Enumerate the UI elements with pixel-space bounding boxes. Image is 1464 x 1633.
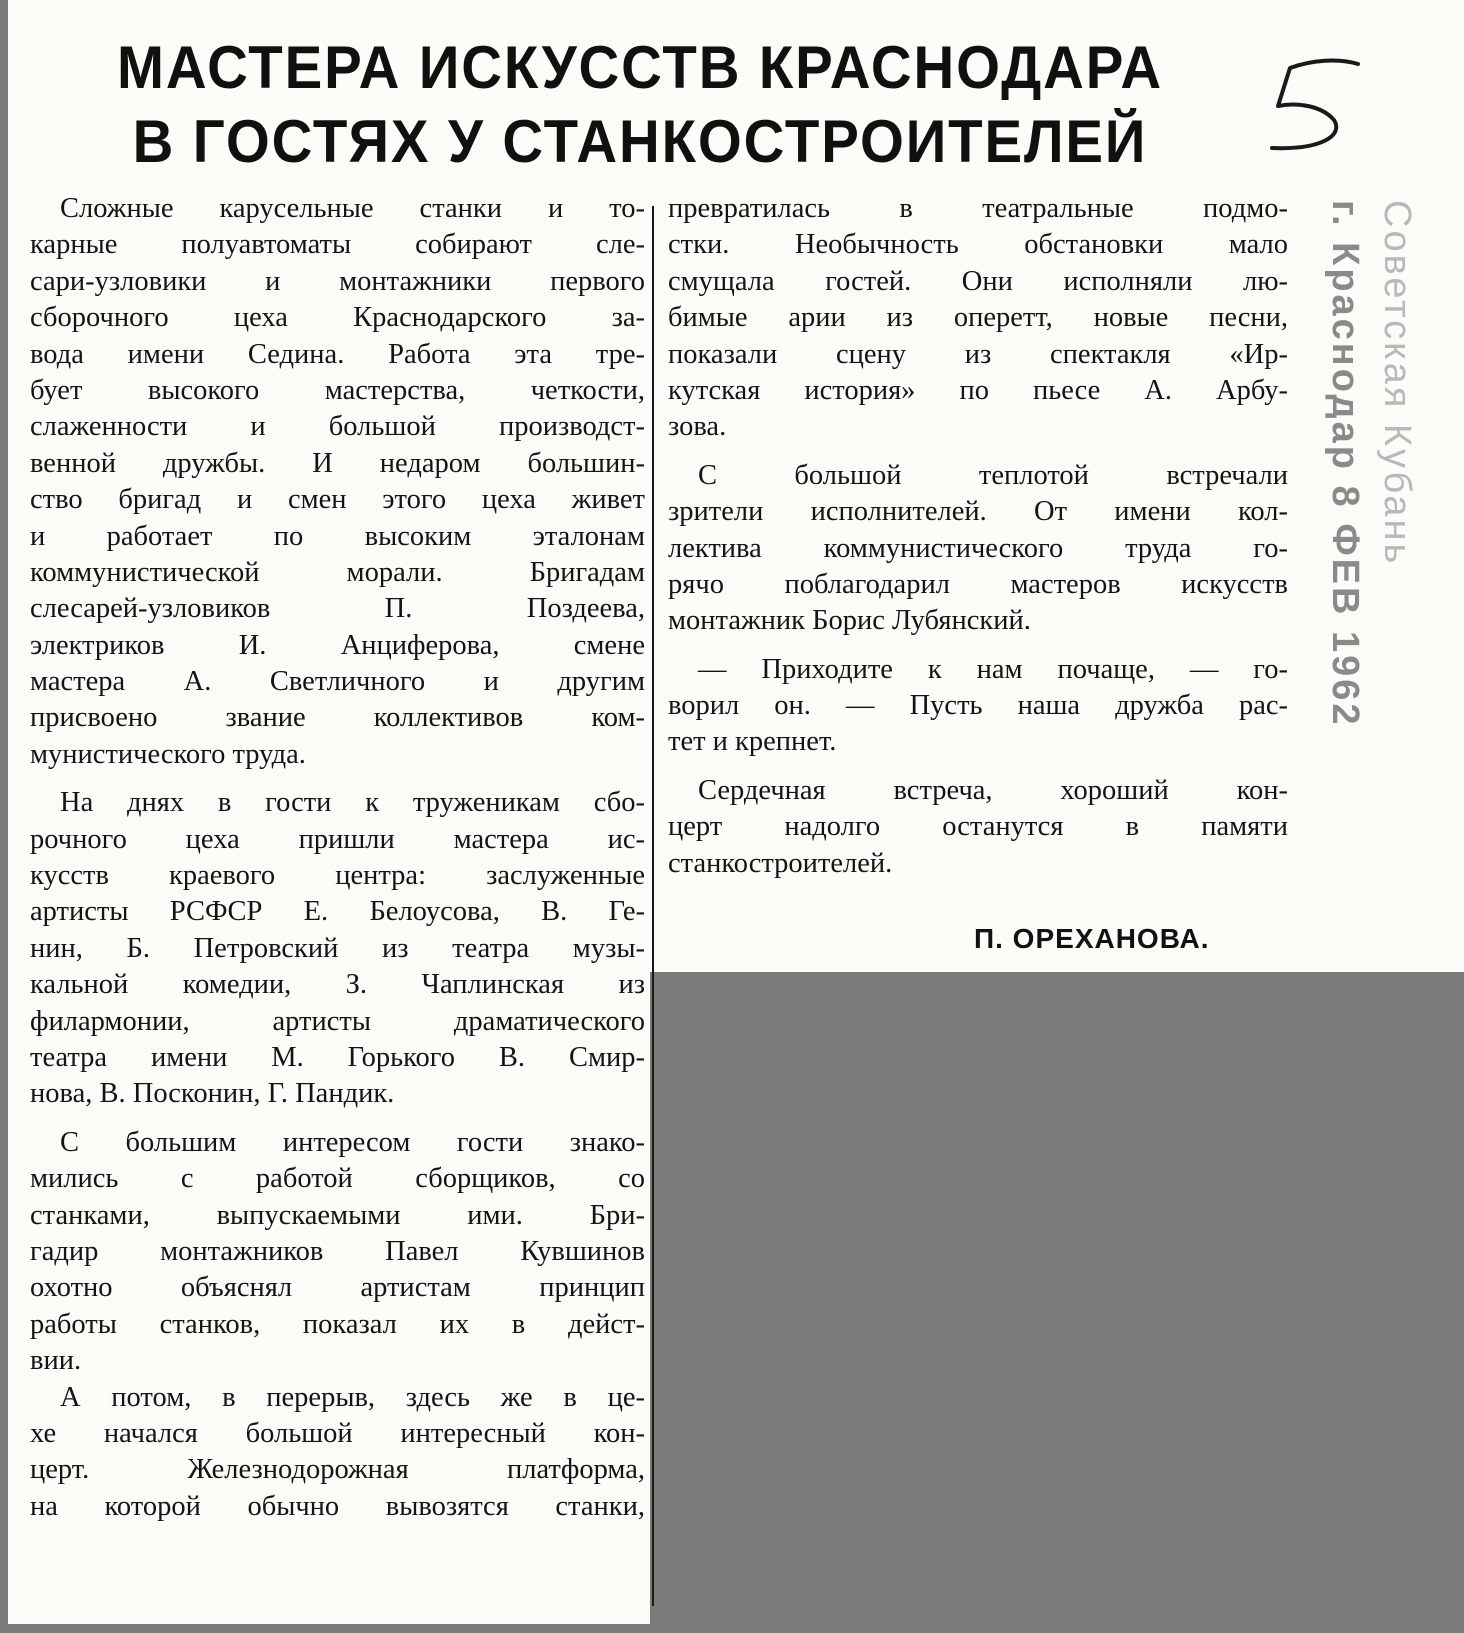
text-line: Сложные карусельные станки и то-: [60, 193, 645, 224]
paragraph-gap: [30, 1113, 645, 1125]
column-divider: [652, 206, 654, 1606]
text-line: стки. Необычность обстановки мало: [668, 229, 1288, 261]
text-line: карные полуавтоматы собирают сле-: [30, 229, 645, 261]
text-line: и работает по высоким эталонам: [30, 520, 645, 552]
text-line: сборочного цеха Краснодарского за-: [30, 302, 645, 334]
text-line: А потом, в перерыв, здесь же в це-: [60, 1381, 645, 1413]
author-signature: П. ОРЕХАНОВА.: [974, 923, 1210, 954]
paragraph-gap: [668, 761, 1288, 773]
text-line: вода имени Седина. Работа эта тре-: [30, 338, 645, 370]
text-line: монтажник Борис Лубянский.: [668, 605, 1031, 637]
text-line: нова, В. Посконин, Г. Пандик.: [30, 1078, 395, 1110]
text-line: — Приходите к нам почаще, — го-: [698, 653, 1288, 685]
text-line: зрители исполнителей. От имени кол-: [668, 496, 1288, 528]
text-line: лектива коммунистического труда го-: [668, 532, 1288, 564]
headline-line-1: МАСТЕРА ИСКУССТВ КРАСНОДАРА: [117, 34, 1163, 101]
text-line: С большой теплотой встречали: [698, 459, 1288, 491]
text-line: станкостроителей.: [668, 847, 893, 879]
paragraph-gap: [668, 640, 1288, 652]
stamp-city-date: г. Краснодар 8 ФЕВ 1962: [1324, 200, 1366, 728]
handwritten-page-number: [1250, 50, 1370, 160]
text-line: мились с работой сборщиков, со: [30, 1163, 645, 1195]
text-line: станками, выпускаемыми ими. Бри-: [30, 1199, 645, 1231]
text-line: На днях в гости к труженикам сбо-: [60, 787, 645, 819]
text-line: слесарей-узловиков П. Поздеева,: [30, 593, 645, 625]
text-line: охотно объяснял артистам принцип: [30, 1272, 645, 1304]
text-line: театра имени М. Горького В. Смир-: [30, 1041, 645, 1073]
text-line: венной дружбы. И недаром большин-: [30, 447, 645, 479]
text-line: артисты РСФСР Е. Белоусова, В. Ге-: [30, 896, 645, 928]
text-line: показали сцену из спектакля «Ир-: [668, 338, 1288, 370]
text-line: рячо поблагодарил мастеров искусств: [668, 568, 1288, 600]
text-line: на которой обычно вывозятся станки,: [30, 1490, 645, 1522]
text-line: кальной комедии, З. Чаплинская из: [30, 969, 645, 1001]
text-line: слаженности и большой производст-: [30, 411, 645, 443]
text-line: С большим интересом гости знако-: [60, 1126, 645, 1158]
text-line: бимые арии из оперетт, новые песни,: [668, 302, 1288, 334]
paragraph-gap: [668, 446, 1288, 458]
text-line: церт. Железнодорожная платформа,: [30, 1454, 645, 1486]
text-line: кусств краевого центра: заслуженные: [30, 860, 645, 892]
text-line: нин, Б. Петровский из театра музы-: [30, 932, 645, 964]
headline-line-2: В ГОСТЯХ У СТАНКОСТРОИТЕЛЕЙ: [132, 108, 1148, 175]
text-line: гадир монтажников Павел Кувшинов: [30, 1235, 645, 1267]
text-line: смущала гостей. Они исполняли лю-: [668, 265, 1288, 297]
text-line: хе начался большой интересный кон-: [30, 1417, 645, 1449]
text-line: превратилась в театральные подмо-: [668, 193, 1288, 224]
text-line: тет и крепнет.: [668, 726, 837, 758]
text-line: присвоено звание коллективов ком-: [30, 702, 645, 734]
text-line: сари-узловики и монтажники первого: [30, 265, 645, 297]
stamp-newspaper-name: Советская Кубань: [1376, 200, 1418, 567]
text-line: церт надолго останутся в памяти: [668, 811, 1288, 843]
text-line: филармонии, артисты драматического: [30, 1005, 645, 1037]
text-line: вии.: [30, 1345, 82, 1377]
text-line: ворил он. — Пусть наша дружба рас-: [668, 690, 1288, 722]
archive-stamp: [1298, 200, 1418, 960]
article-right-column: [668, 191, 1288, 882]
text-line: бует высокого мастерства, четкости,: [30, 374, 645, 406]
paragraph-gap: [30, 773, 645, 785]
text-line: зова.: [668, 411, 727, 443]
text-line: работы станков, показал их в дейст-: [30, 1308, 645, 1340]
text-line: мастера А. Светличного и другим: [30, 666, 645, 698]
text-line: кутская история» по пьесе А. Арбу-: [668, 374, 1288, 406]
text-line: рочного цеха пришли мастера ис-: [30, 823, 645, 855]
text-line: электриков И. Анциферова, смене: [30, 629, 645, 661]
text-line: коммунистической морали. Бригадам: [30, 556, 645, 588]
text-line: Сердечная встреча, хороший кон-: [698, 774, 1288, 806]
article-left-column: [30, 191, 645, 1525]
text-line: мунистического труда.: [30, 738, 306, 770]
text-line: ство бригад и смен этого цеха живет: [30, 484, 645, 516]
